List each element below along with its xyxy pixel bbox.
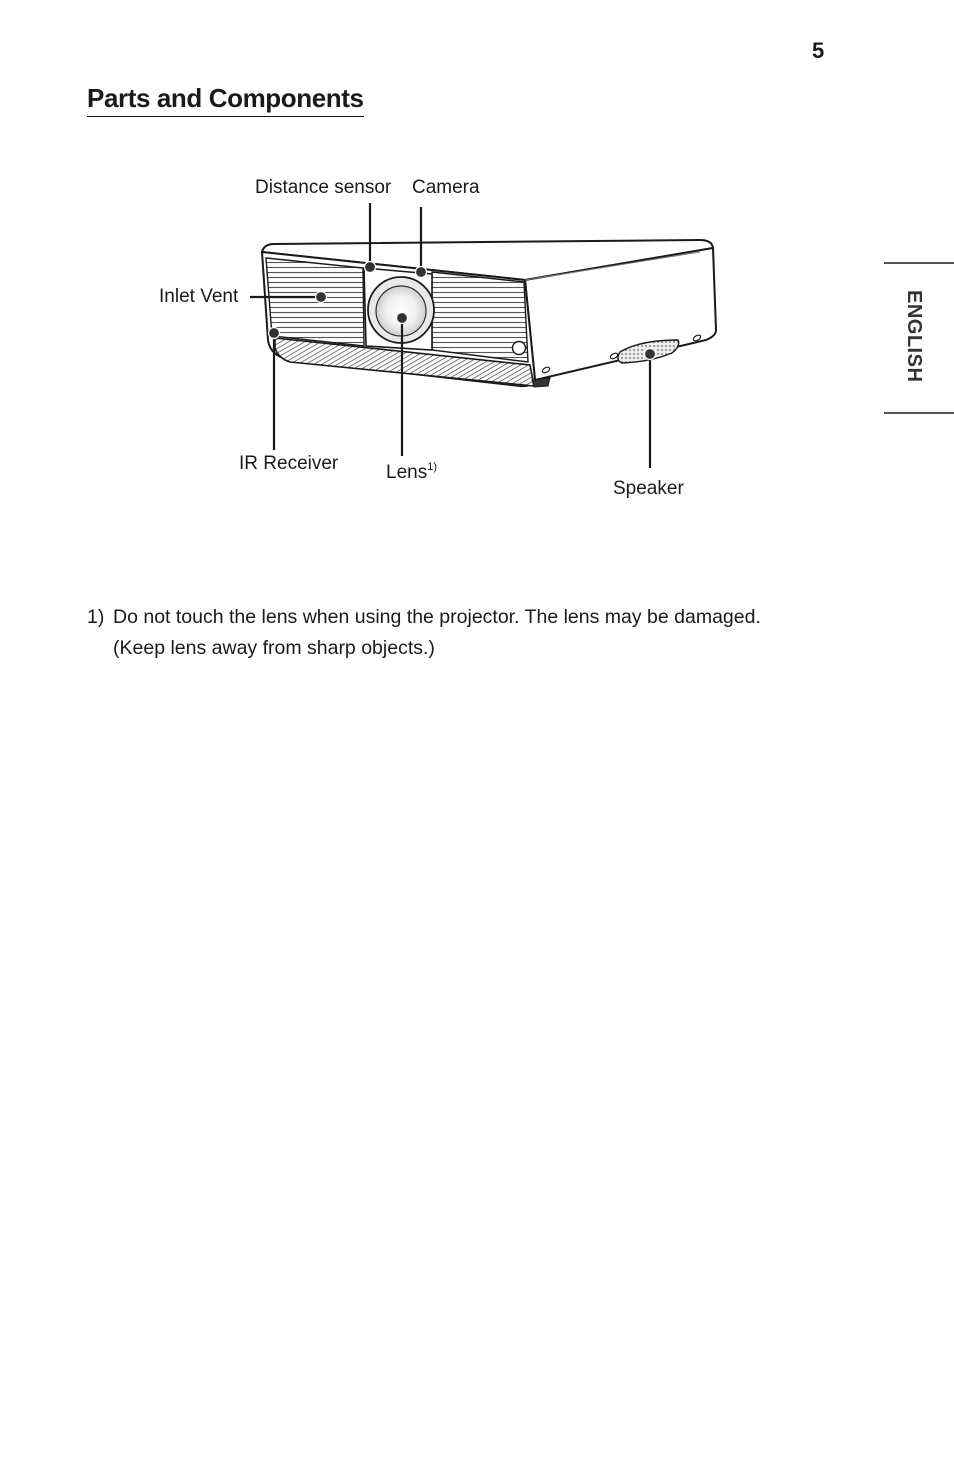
label-lens-text: Lens <box>386 462 428 483</box>
footnote-marker: 1) <box>87 606 105 628</box>
callout-speaker <box>645 349 656 469</box>
language-tab-label: ENGLISH <box>903 290 925 383</box>
label-lens <box>386 461 437 483</box>
projector-diagram <box>0 0 954 560</box>
footnote <box>87 602 817 664</box>
label-ir-receiver: IR Receiver <box>239 453 339 474</box>
page-number: 5 <box>812 38 825 63</box>
projector-illustration <box>262 240 716 387</box>
label-speaker: Speaker <box>613 478 684 499</box>
label-distance-sensor: Distance sensor <box>255 177 392 198</box>
footnote-text: Do not touch the lens when using the projector. The lens may be damaged. (Keep lens away from sharp objects.) <box>113 606 761 659</box>
label-lens-superscript: 1) <box>427 461 437 473</box>
section-title: Parts and Components <box>87 82 364 117</box>
label-inlet-vent: Inlet Vent <box>159 286 239 307</box>
label-camera: Camera <box>412 177 480 198</box>
